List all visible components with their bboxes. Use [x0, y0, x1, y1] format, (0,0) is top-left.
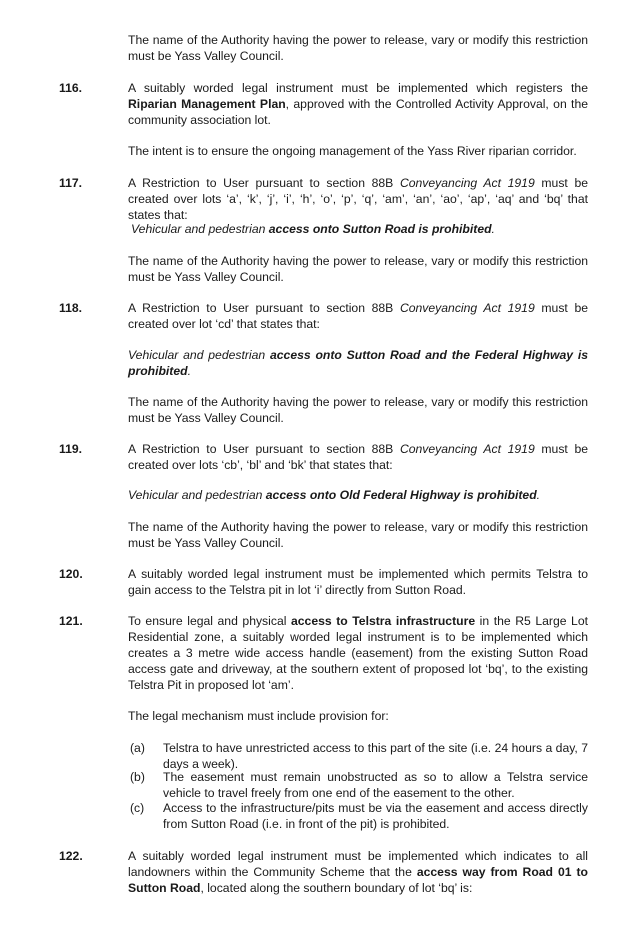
clause-119-authority: The name of the Authority having the power to release, vary or modify this restriction must be Yass Valley Council.: [128, 520, 588, 550]
conveyancing-act-ref: Conveyancing Act 1919: [399, 176, 535, 190]
telstra-access-term: access to Telstra infrastructure: [291, 614, 476, 628]
clause-118-paragraph: [128, 300, 588, 332]
clause-number-122: 122.: [59, 849, 83, 863]
list-item-text: Telstra to have unrestricted access to this part of the site (i.e. 24 hours a day, 7 days a week).: [163, 741, 588, 771]
clause-122-text-c: , located along the southern boundary of lot ‘bq’ is:: [200, 881, 473, 895]
clause-118-quote-b: access onto Sutton Road and the Federal Highway is prohibited: [128, 348, 588, 378]
clause-117-authority: The name of the Authority having the power to release, vary or modify this restriction must be Yass Valley Council.: [128, 254, 588, 284]
clause-117-quote-b: access onto Sutton Road is prohibited: [268, 222, 492, 236]
list-item-text: The easement must remain unobstructed as so to allow a Telstra service vehicle to travel freely from one end of the easement to the other.: [163, 770, 588, 800]
clause-122-text-a: A suitably worded legal instrument must be implemented which indicates to all landowners within the Community Scheme that the: [128, 849, 588, 879]
clause-119-text-c: must be created over lots ‘cb’, ‘bl’ and ‘bk’ that states that:: [128, 442, 588, 472]
clause-118-restriction: [128, 347, 588, 379]
clause-116-text-a: A suitably worded legal instrument must be implemented which registers the: [128, 81, 588, 95]
clause-120-paragraph: A suitably worded legal instrument must be implemented which permits Telstra to gain access to the Telstra pit in lot ‘i’ directly from Sutton Road.: [128, 567, 588, 597]
list-item-label: (a): [130, 741, 145, 755]
clause-119-quote-a: Vehicular and pedestrian: [128, 488, 266, 502]
clause-117-text-a: A Restriction to User pursuant to section 88B: [128, 176, 400, 190]
clause-117-text-c: must be created over lots ‘a’, ‘k’, ‘j’, ‘i’, ‘h’, ‘o’, ‘p’, ‘q’, ‘am’, ‘an’, ‘ao’, ‘ap’, ‘aq’ and ‘bq’ that states that:: [128, 176, 588, 222]
conveyancing-act-ref: Conveyancing Act 1919: [399, 442, 535, 456]
clause-119-quote-b: access onto Old Federal Highway is prohibited: [265, 488, 537, 502]
clause-number-120: 120.: [59, 567, 83, 581]
riparian-management-plan-term: Riparian Management Plan: [128, 97, 286, 111]
clause-116-paragraph: [128, 80, 588, 128]
clause-118-quote-c: .: [187, 364, 191, 378]
clause-116-text-c: , approved with the Controlled Activity Approval, on the community association lot.: [128, 97, 588, 127]
clause-117-quote-c: .: [491, 222, 495, 236]
clause-121-text-c: in the R5 Large Lot Residential zone, a suitably worded legal instrument is to be implemented which creates a 3 metre wide access handle (easement) from the existing Sutton Road access gate and driveway, at the southern extent of proposed lot ‘bq’, to the existing Telstra Pit in proposed lot ‘am’.: [128, 614, 588, 692]
clause-119-restriction: [128, 487, 588, 503]
clause-118-text-c: must be created over lot ‘cd’ that states that:: [128, 301, 588, 331]
clause-116-intent: The intent is to ensure the ongoing management of the Yass River riparian corridor.: [128, 144, 577, 158]
clause-121-mechanism-intro: The legal mechanism must include provision for:: [128, 709, 389, 723]
intro-paragraph: The name of the Authority having the power to release, vary or modify this restriction must be Yass Valley Council.: [128, 33, 588, 63]
clause-number-118: 118.: [59, 301, 83, 315]
clause-118-text-a: A Restriction to User pursuant to section 88B: [128, 301, 400, 315]
clause-118-quote-a: Vehicular and pedestrian: [128, 348, 270, 362]
clause-117-restriction: [131, 221, 591, 237]
list-item-label: (b): [130, 770, 145, 784]
clause-number-117: 117.: [59, 176, 83, 190]
clause-121-paragraph: [128, 613, 588, 693]
clause-122-paragraph: [128, 848, 588, 896]
list-item-text: Access to the infrastructure/pits must be via the easement and access directly from Sutton Road (i.e. in front of the pit) is prohibited.: [163, 801, 588, 831]
clause-number-116: 116.: [59, 81, 83, 95]
clause-118-authority: The name of the Authority having the power to release, vary or modify this restriction must be Yass Valley Council.: [128, 395, 588, 425]
clause-number-119: 119.: [59, 442, 83, 456]
clause-119-quote-c: .: [536, 488, 541, 502]
clause-119-paragraph: [128, 441, 588, 473]
clause-117-quote-a: Vehicular and pedestrian: [131, 222, 269, 236]
conveyancing-act-ref: Conveyancing Act 1919: [399, 301, 535, 315]
clause-119-text-a: A Restriction to User pursuant to section 88B: [128, 442, 400, 456]
list-item-label: (c): [130, 801, 145, 815]
clause-117-paragraph: [128, 175, 588, 223]
clause-number-121: 121.: [59, 614, 83, 628]
access-way-term: access way from Road 01 to Sutton Road: [128, 865, 588, 895]
clause-121-text-a: To ensure legal and physical: [128, 614, 291, 628]
